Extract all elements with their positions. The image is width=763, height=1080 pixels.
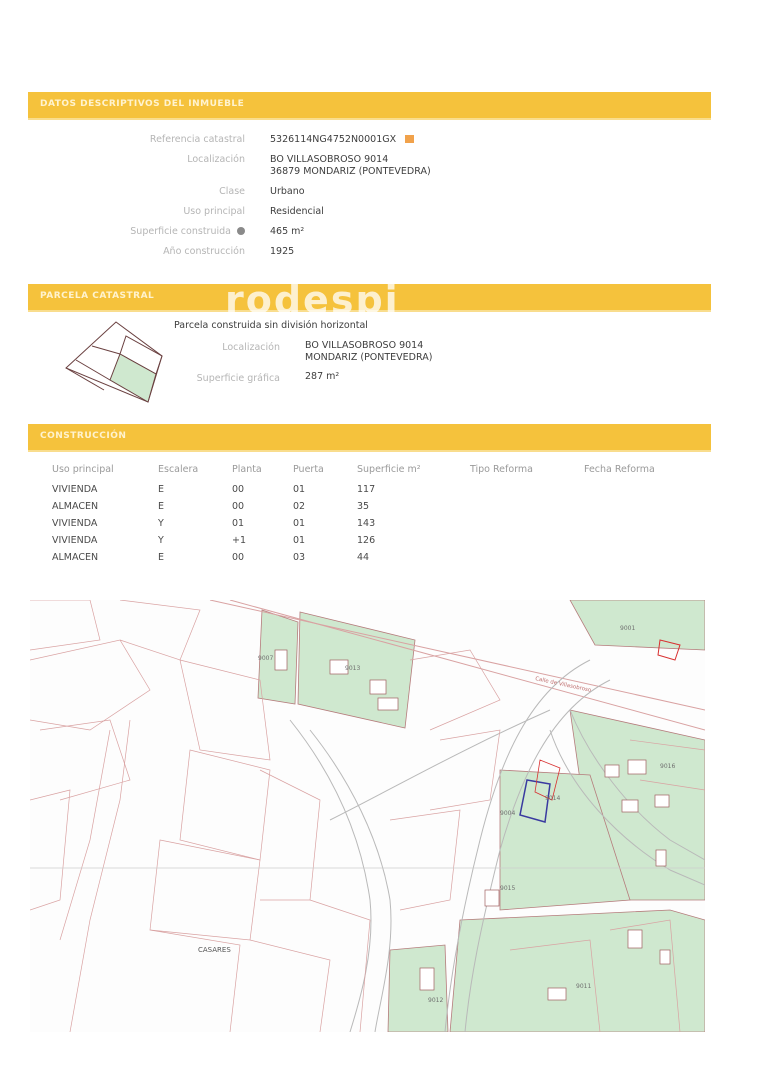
col-uso: Uso principal	[52, 464, 114, 475]
superficie-value: 465 m²	[270, 226, 305, 237]
localizacion-label: Localización	[187, 154, 245, 165]
cell-escalera: Y	[158, 518, 164, 529]
cell-puerta: 01	[293, 484, 306, 495]
svg-text:9011: 9011	[576, 983, 592, 990]
ref-value-text: 5326114NG4752N0001GX	[270, 134, 397, 145]
cell-planta: 00	[232, 501, 245, 512]
cell-superficie: 117	[357, 484, 376, 495]
cell-puerta: 03	[293, 552, 306, 563]
svg-text:9015: 9015	[500, 885, 516, 892]
cell-uso: ALMACEN	[52, 501, 99, 512]
cell-escalera: E	[158, 552, 165, 563]
cell-uso: ALMACEN	[52, 552, 99, 563]
parcela-loc-label: Localización	[222, 342, 280, 353]
datos-header-band	[28, 92, 711, 118]
parcela-loc-value-1: BO VILLASOBROSO 9014	[305, 340, 424, 351]
cell-planta: +1	[232, 535, 247, 546]
clase-label: Clase	[219, 186, 245, 197]
watermark: rodespi	[225, 278, 400, 322]
col-tipo-reforma: Tipo Reforma	[470, 464, 534, 475]
construccion-header-band	[28, 424, 711, 450]
col-puerta: Puerta	[293, 464, 324, 475]
cell-uso: VIVIENDA	[52, 484, 98, 495]
cell-puerta: 02	[293, 501, 306, 512]
cell-puerta: 01	[293, 518, 306, 529]
cell-escalera: E	[158, 484, 165, 495]
svg-text:9001: 9001	[620, 625, 636, 632]
col-fecha-reforma: Fecha Reforma	[584, 464, 655, 475]
uso-label: Uso principal	[183, 206, 245, 217]
clase-value: Urbano	[270, 186, 305, 197]
ano-value: 1925	[270, 246, 295, 257]
map-svg	[30, 600, 705, 1032]
map-road-label: Calle de Villasobroso	[534, 676, 592, 694]
col-escalera: Escalera	[158, 464, 199, 475]
cell-superficie: 143	[357, 518, 376, 529]
cell-planta: 00	[232, 552, 245, 563]
localizacion-value-2: 36879 MONDARIZ (PONTEVEDRA)	[270, 166, 431, 177]
parcela-loc-value-2: MONDARIZ (PONTEVEDRA)	[305, 352, 433, 363]
superficie-label	[90, 226, 245, 237]
uso-value: Residencial	[270, 206, 324, 217]
col-planta: Planta	[232, 464, 262, 475]
cell-planta: 00	[232, 484, 245, 495]
cell-superficie: 35	[357, 501, 370, 512]
svg-text:9007: 9007	[258, 655, 274, 662]
cell-uso: VIVIENDA	[52, 535, 98, 546]
cadastral-map[interactable]	[30, 600, 705, 1032]
parcela-sup-label: Superficie gráfica	[196, 373, 280, 384]
parcel-sketch	[62, 318, 172, 408]
ano-label: Año construcción	[163, 246, 245, 257]
cell-planta: 01	[232, 518, 245, 529]
construccion-header: CONSTRUCCIÓN	[40, 431, 127, 441]
svg-text:9004: 9004	[500, 810, 516, 817]
parcela-sup-value: 287 m²	[305, 371, 340, 382]
svg-text:9016: 9016	[660, 763, 676, 770]
cell-superficie: 44	[357, 552, 370, 563]
superficie-label-text: Superficie construida	[130, 226, 231, 237]
svg-text:9013: 9013	[345, 665, 361, 672]
ref-label: Referencia catastral	[149, 134, 245, 145]
cell-escalera: Y	[158, 535, 164, 546]
cell-puerta: 01	[293, 535, 306, 546]
svg-text:9012: 9012	[428, 997, 444, 1004]
ref-value	[270, 134, 414, 146]
datos-header: DATOS DESCRIPTIVOS DEL INMUEBLE	[40, 99, 245, 109]
info-icon[interactable]	[237, 227, 245, 235]
parcela-header: PARCELA CATASTRAL	[40, 291, 155, 301]
cell-superficie: 126	[357, 535, 376, 546]
col-superficie: Superficie m²	[357, 464, 421, 475]
qr-icon[interactable]	[405, 135, 414, 143]
parcela-title: Parcela construida sin división horizontal	[174, 320, 368, 331]
cell-escalera: E	[158, 501, 165, 512]
localizacion-value-1: BO VILLASOBROSO 9014	[270, 154, 389, 165]
cell-uso: VIVIENDA	[52, 518, 98, 529]
map-place-label: CASARES	[198, 946, 231, 954]
svg-text:9014: 9014	[545, 795, 561, 802]
